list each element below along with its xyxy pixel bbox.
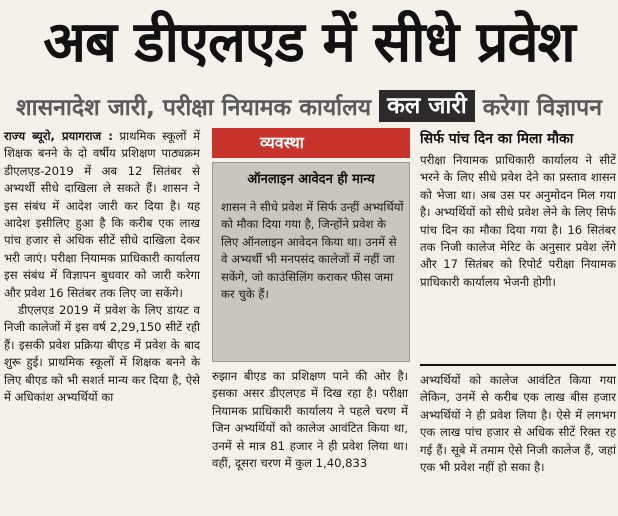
info-box bbox=[212, 162, 410, 362]
info-box-text: शासन ने सीधे प्रवेश में सिर्फ उन्हीं अभ्यर्थियों को मौका दिया गया है, जिन्होंने प्रवेश के लिए ऑनलाइन आवेदन किया था। उनमें से वे अभ्यर्थी भी मनपसंद कालेजों में नहीं जा सकेंगे, जो काउंसिलिंग कराकर फीस जमा कर चुके हैं। bbox=[221, 200, 404, 302]
subhead-right: करेगा विज्ञापन bbox=[482, 95, 602, 121]
subheadline bbox=[0, 88, 618, 124]
sidebar-paragraph: परीक्षा नियामक प्राधिकारी कार्यालय ने सीटें भरने के लिए सीधे प्रवेश देने का प्रस्ताव शासन को भेजा था। अब उस पर अनुमोदन मिल गया है। अभ्यर्थियों को सीधे प्रवेश लेने के लिए सिर्फ पांच दिन का मौका दिया गया है। 16 सितंबर तक निजी कालेज मेरिट के अनुसार प्रवेश लेंगे और 17 सितंबर को रिपोर्ट परीक्षा नियामक प्राधिकारी कार्यालय भेजनी होगी। bbox=[420, 153, 616, 289]
paragraph-2: डीएलएड 2019 में प्रवेश के लिए डायट व निजी कालेजों में इस वर्ष 2,29,150 सीटें रही हैं। इसकी प्रवेश प्रक्रिया बीएड में प्रवेश के बाद शुरू हुई। प्राथमिक स्कूलों में शिक्षक बनने के लिए बीएड को भी सशर्त मान्य कर दिया है, ऐसे में अधिकांश अभ्यर्थियों का bbox=[4, 303, 200, 405]
headline: अब डीएलएड में सीधे प्रवेश bbox=[43, 10, 575, 75]
intro-text: प्राथमिक स्कूलों में शिक्षक बनने के दो वर्षीय प्रशिक्षण पाठ्यक्रम डीएलएड-2019 में अब 12 सितंबर से अभ्यर्थी सीधे दाखिला ले सकते हैं। शासन ने इस संबंध में आदेश जारी कर दिया है। यह आदेश इसीलिए हुआ है कि करीब एक लाख पांच हजार से अधिक सीटें सीधे दाखिला देकर भरी जाएं। परीक्षा नियामक प्राधिकारी कार्यालय इस संबंध में विज्ञापन बुधवार को जारी करेगा और प्रवेश 16 सितंबर तक लिए जा सकेंगे। bbox=[4, 129, 200, 300]
column-3-text: अभ्यर्थियों को कालेज आवंटित किया गया लेकिन, उनमें से करीब एक लाख बीस हजार अभ्यर्थियों ने ही प्रवेश लिया है। ऐसे में लगभग एक लाख पांच हजार से अधिक सीटें रिक्त रह गई हैं। सूबे में तमाम ऐसे निजी कालेज हैं, जहां एक भी प्रवेश नहीं हो सका है। bbox=[420, 373, 616, 475]
sidebar-title: सिर्फ पांच दिन का मिला मौका bbox=[420, 131, 574, 147]
info-box-title: ऑनलाइन आवेदन ही मान्य bbox=[247, 172, 375, 187]
byline: राज्य ब्यूरो, प्रयागराज : bbox=[4, 129, 113, 143]
divider bbox=[420, 364, 616, 366]
article-column-3 bbox=[420, 372, 616, 476]
intro-paragraph bbox=[4, 128, 200, 302]
subhead-left: शासनादेश जारी, परीक्षा नियामक कार्यालय bbox=[16, 95, 372, 121]
article-column-1 bbox=[4, 128, 200, 407]
sidebar-text bbox=[420, 152, 616, 291]
subhead-highlight: कल जारी bbox=[379, 90, 475, 122]
article-column-2 bbox=[212, 368, 408, 472]
column-2-text: रुझान बीएड का प्रशिक्षण पाने की ओर है। इसका असर डीएलएड में दिख रहा है। परीक्षा नियामक प्राधिकारी कार्यालय ने पहले चरण में जिन अभ्यर्थियों को कालेज आवंटित किया था, उनमें से मात्र 81 हजार ने ही प्रवेश लिया था। वहीं, दूसरा चरण में कुल 1,40,833 bbox=[212, 369, 408, 471]
section-label-box: व्यवस्था bbox=[212, 128, 410, 158]
